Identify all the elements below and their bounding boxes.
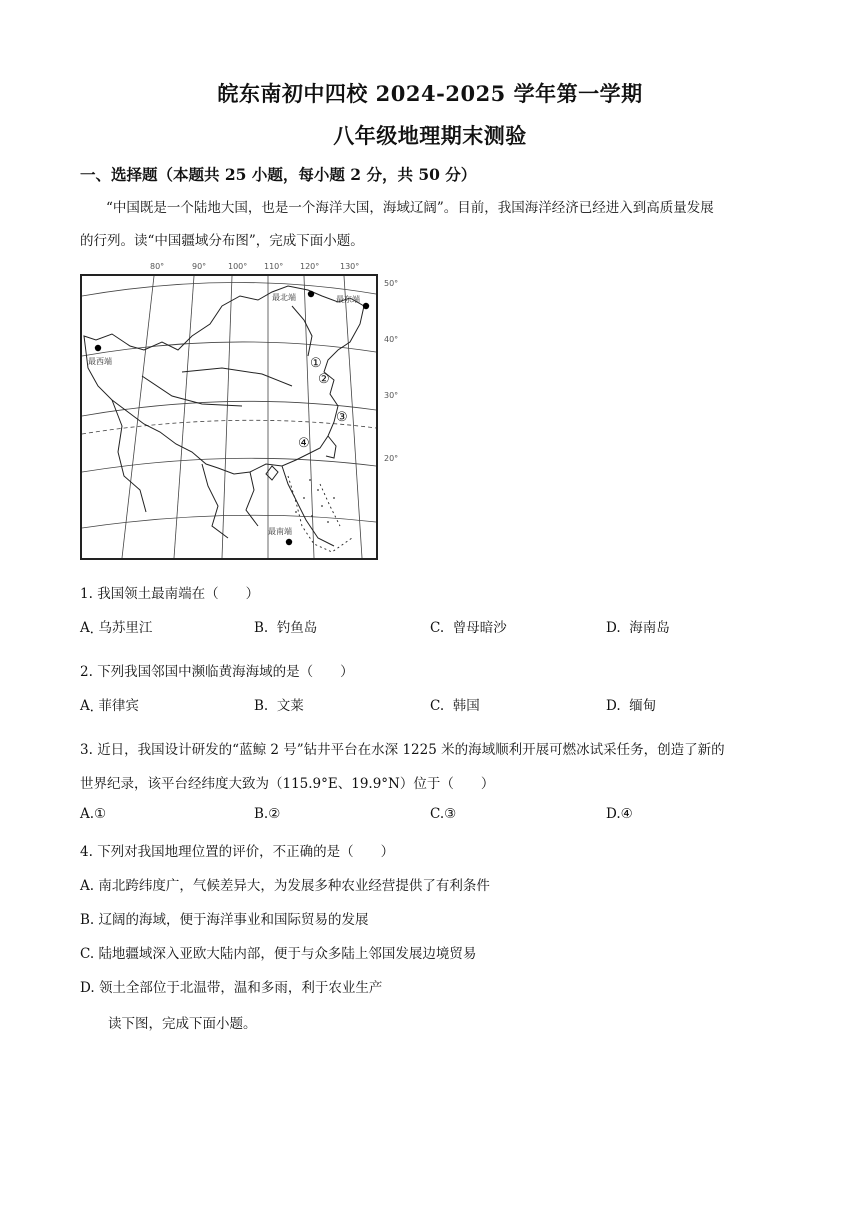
option-label: D. (80, 980, 95, 996)
question-number: 3. (80, 742, 93, 758)
question-3-continued: 世界纪录，该平台经纬度大致为（115.9°E、19.9°N）位于（ ） (80, 776, 495, 792)
question-4 (80, 840, 790, 860)
east-point-label: 最东端 (336, 295, 360, 304)
question-stem: 我国领土最南端在（ ） (97, 586, 260, 602)
option-text: 文莱 (276, 698, 304, 714)
option-label: C. (430, 806, 445, 822)
option-label: B. (254, 698, 269, 714)
west-point-label: 最西端 (88, 357, 112, 366)
option-text: 领土全部位于北温带，温和多雨，利于农业生产 (98, 980, 383, 996)
lat-label: 40° (384, 335, 399, 344)
question-number: 1. (80, 586, 93, 602)
china-territory-map (80, 274, 378, 560)
lon-label: 80° (150, 262, 165, 271)
option-text: ② (268, 806, 281, 822)
marker-2: ② (318, 372, 330, 387)
lon-label: 100° (228, 262, 248, 271)
option-1b[interactable] (254, 616, 317, 636)
option-3c[interactable] (430, 806, 456, 822)
option-label: C. (430, 620, 445, 636)
map-graphic (82, 276, 376, 558)
option-label: D. (606, 806, 621, 822)
question-stem: 下列对我国地理位置的评价，不正确的是（ ） (97, 844, 395, 860)
option-label: B. (254, 806, 269, 822)
exam-title: 皖东南初中四校 2024-2025 学年第一学期 (217, 81, 643, 106)
option-text: 南北跨纬度广，气候差异大，为发展多种农业经营提供了有利条件 (98, 878, 490, 894)
marker-3: ③ (336, 410, 348, 425)
option-label: A. (80, 806, 95, 822)
marker-4: ④ (298, 436, 310, 451)
lon-label: 120° (300, 262, 320, 271)
question-2 (80, 660, 790, 680)
option-4a[interactable] (80, 874, 490, 894)
option-text: ① (94, 806, 107, 822)
option-text: 菲律宾 (98, 698, 139, 714)
south-point-label: 最南端 (268, 527, 292, 536)
intro-line-1: “中国既是一个陆地大国，也是一个海洋大国，海域辽阔”。目前，我国海洋经济已经进入到高质量发展 (106, 200, 714, 216)
option-3d[interactable] (606, 806, 633, 822)
lon-label: 130° (340, 262, 360, 271)
lat-label: 50° (384, 279, 399, 288)
option-label: A (80, 698, 90, 714)
lat-label: 30° (384, 391, 399, 400)
exam-subtitle: 八年级地理期末测验 (333, 123, 527, 148)
option-text: 韩国 (452, 698, 480, 714)
option-2b[interactable] (254, 694, 304, 714)
option-1d[interactable] (606, 616, 670, 636)
question-3 (80, 738, 790, 758)
option-2d[interactable] (606, 694, 656, 714)
option-label: C. (80, 946, 95, 962)
option-4b[interactable] (80, 908, 369, 928)
lon-label: 90° (192, 262, 207, 271)
option-3a[interactable] (80, 806, 106, 822)
lon-label: 110° (264, 262, 284, 271)
option-text: ③ (444, 806, 457, 822)
question-1 (80, 582, 790, 602)
section-heading: 一、选择题（本题共 25 小题，每小题 2 分，共 50 分） (80, 165, 477, 184)
option-label: D. (606, 620, 621, 636)
option-label: B. (80, 912, 95, 928)
lat-label: 20° (384, 454, 399, 463)
north-point-label: 最北端 (272, 293, 296, 302)
option-label: A. (80, 878, 95, 894)
option-text: 曾母暗沙 (452, 620, 507, 636)
option-text: 缅甸 (629, 698, 657, 714)
question-stem: 下列我国邻国中濒临黄海海域的是（ ） (97, 664, 354, 680)
instruction-note: 读下图，完成下面小题。 (108, 1016, 257, 1032)
option-label: D. (606, 698, 621, 714)
option-1a[interactable]: A • 乌苏里江 (80, 620, 153, 637)
option-4c[interactable] (80, 942, 476, 962)
option-2c[interactable] (430, 694, 480, 714)
option-2a[interactable]: A • 菲律宾 (80, 698, 139, 715)
question-number: 2. (80, 664, 93, 680)
option-label: C. (430, 698, 445, 714)
option-label: B. (254, 620, 269, 636)
option-text: 陆地疆域深入亚欧大陆内部，便于与众多陆上邻国发展边境贸易 (98, 946, 477, 962)
option-3b[interactable] (254, 806, 280, 822)
option-4d[interactable] (80, 976, 382, 996)
option-text: 辽阔的海域，便于海洋事业和国际贸易的发展 (98, 912, 369, 928)
option-1c[interactable] (430, 616, 507, 636)
question-number: 4. (80, 844, 93, 860)
option-text: ④ (620, 806, 633, 822)
intro-line-2: 的行列。读“中国疆域分布图”，完成下面小题。 (80, 233, 364, 249)
marker-1: ① (310, 356, 322, 371)
option-label: A (80, 620, 90, 636)
option-text: 海南岛 (629, 620, 670, 636)
option-text: 钓鱼岛 (276, 620, 318, 636)
option-text: 乌苏里江 (98, 620, 153, 636)
question-stem-line-1: 近日，我国设计研发的“蓝鲸 2 号”钻井平台在水深 1225 米的海域顺利开展可燃冰试采任务，创造了新的 (97, 742, 725, 758)
